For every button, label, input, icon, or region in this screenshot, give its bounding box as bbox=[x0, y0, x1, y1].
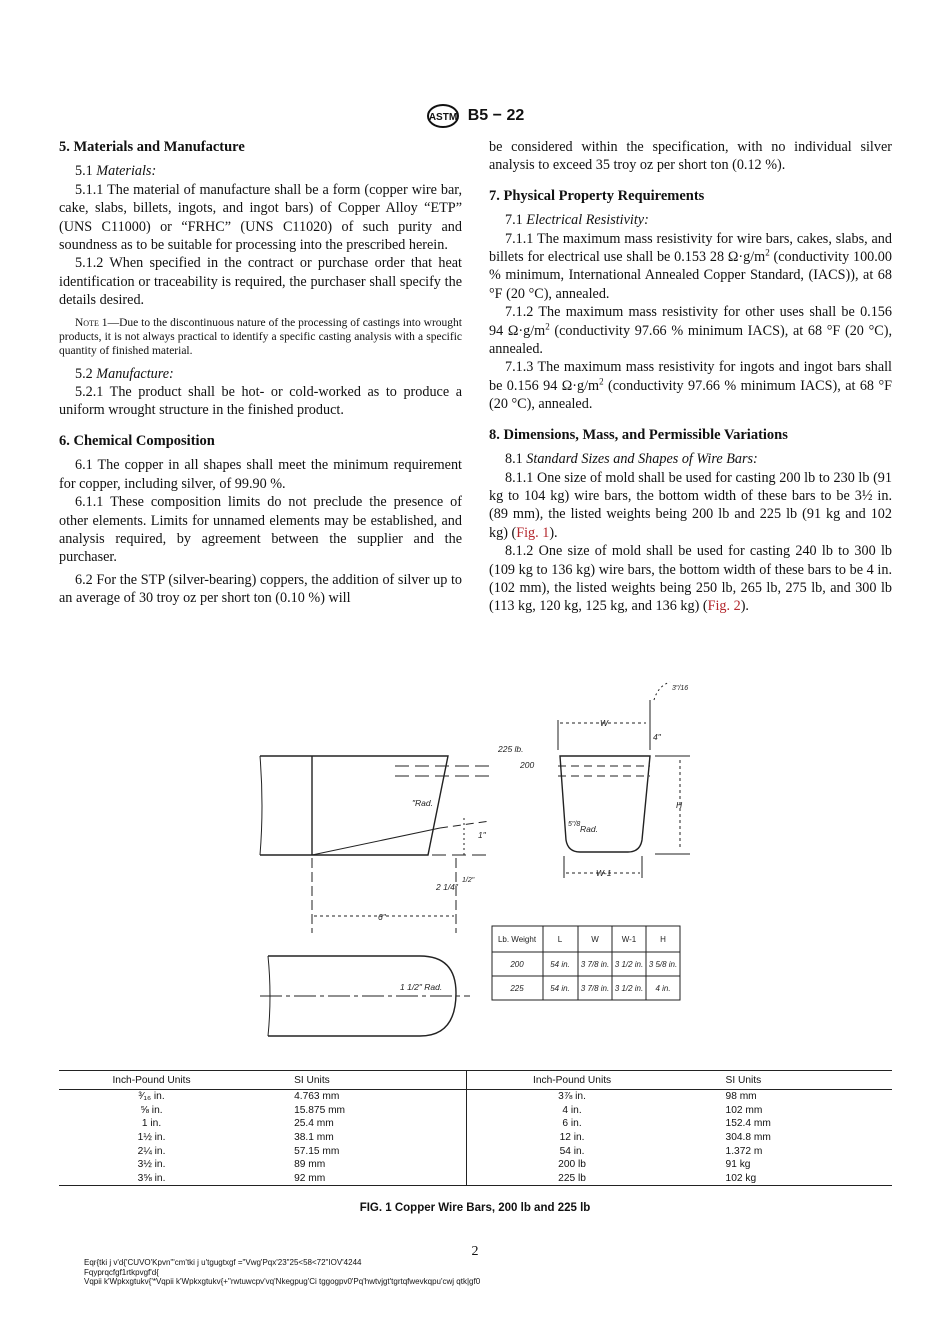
figure-caption: FIG. 1 Copper Wire Bars, 200 lb and 225 lb bbox=[359, 1202, 591, 1214]
dim-cell: 225 bbox=[510, 984, 524, 993]
label-6-in: 6" bbox=[378, 912, 386, 922]
para-5-1-1: 5.1.1 The material of manufacture shall be a form (copper wire bar, cake, slabs, billets, ingots, and ingot bars) of Copper Alloy “ETP” (UNS C11000) or “FRHC” (UNS C11020) of such purity and soundness as to be suitable for processing into the prescribed herein. bbox=[59, 181, 462, 254]
section-7-title: 7. Physical Property Requirements bbox=[489, 187, 705, 204]
para-7-1-3: 7.1.3 The maximum mass resistivity for ingots and ingot bars shall be 0.156 94 $\Omega\cdot g/m^2$ (conductivity 97.66 % minimum IACS), at 68 °F (20 °C), annealed. bbox=[489, 359, 893, 413]
dim-header-cell: H bbox=[660, 935, 666, 944]
label-w: W bbox=[600, 718, 609, 728]
units-row: 1 in. 25.4 mm 6 in. 152.4 mm bbox=[141, 1118, 771, 1130]
section-6-title: 6. Chemical Composition bbox=[59, 432, 215, 449]
units-header: Inch-Pound Units bbox=[466, 1071, 677, 1090]
units-row: 3½ in. 89 mm 200 lb 91 kg bbox=[137, 1159, 751, 1171]
para-7-1-1: 7.1.1 The maximum mass resistivity for wire bars, cakes, slabs, and billets for electrical use shall be 0.153 28 $\Omega\cdot g/m^2$ (conductivity 100.00 % minimum, International Annealed Copper Standard, (IACS)), at 68 °F (20 °C), annealed. bbox=[489, 230, 892, 302]
para-6-1-1: 6.1.1 These composition limits do not preclude the presence of other elements. Limits for unnamed elements may be established, and analysis required, by agreement between the supplier and the purchaser. bbox=[59, 494, 462, 566]
units-row: 1½ in. 38.1 mm 12 in. 304.8 mm bbox=[137, 1132, 771, 1144]
dim-cell: 3 7/8 in. bbox=[580, 960, 610, 969]
para-5-1-2: 5.1.2 When specified in the contract or purchase order that heat identification or traceability is required, the purchaser shall specify the details desired. bbox=[59, 255, 462, 309]
para-6-1: 6.1 The copper in all shapes shall meet the minimum requirement for copper, including silver, of 99.90 %. bbox=[59, 457, 462, 492]
page-header bbox=[0, 104, 950, 128]
footer-line: Eqr{tki j v'd{'CUVO'Kpvn'"cm'tki j u'tgugtxgf ="Vwg'Pqx'23"25<58<72"IOV'4244 bbox=[84, 1258, 362, 1267]
units-row: 3⅝ in. 92 mm 225 lb 102 kg bbox=[59, 1172, 892, 1186]
section-5-title: 5. Materials and Manufacture bbox=[59, 139, 245, 155]
units-table bbox=[59, 1070, 892, 1186]
units-row: ³⁄₁₆ in. 4.763 mm 3⅞ in. 98 mm bbox=[138, 1091, 757, 1103]
label-h: H bbox=[676, 800, 683, 810]
para-8-1-2: 8.1.2 One size of mold shall be used for casting 240 lb to 300 lb (109 kg to 136 kg) wire bars, the bottom width of these bars to be 4 in. (102 mm), the listed weights being 250 lb, 265 lb, 275 lb, and 300 lb (113 kg, 120 kg, 125 kg, and 136 kg) (Fig. 2). bbox=[489, 543, 892, 615]
dim-cell: 3 1/2 in. bbox=[614, 984, 644, 993]
units-row: ⅝ in. 15.875 mm 4 in. 102 mm bbox=[140, 1104, 763, 1116]
label-5-8-in: 5"/8 bbox=[568, 821, 581, 828]
label-2-1-4-in: 2 1/4" bbox=[436, 882, 458, 892]
label-rad-right: Rad. bbox=[580, 824, 598, 834]
dim-header-cell: L bbox=[557, 935, 563, 944]
para-7-1-2: 7.1.2 The maximum mass resistivity for other uses shall be 0.156 94 $\Omega\cdot g/m^2$ (conductivity 97.66 % minimum IACS), at 68 °F (20 °C), annealed. bbox=[489, 304, 892, 358]
units-header: Inch-Pound Units bbox=[59, 1071, 244, 1090]
dim-cell: 200 bbox=[510, 960, 524, 969]
label-200: 200 bbox=[520, 760, 535, 770]
dim-header-cell: W bbox=[591, 935, 599, 944]
label-4-in: 4" bbox=[653, 732, 661, 742]
astm-logo-text: ASTM bbox=[428, 112, 457, 123]
para-5-2: 5.2 Manufacture: bbox=[75, 365, 174, 382]
para-6-2: 6.2 For the STP (silver-bearing) coppers, the addition of silver up to an average of 30 troy oz per short ton (0.10 %) will bbox=[59, 571, 462, 607]
units-header: SI Units bbox=[244, 1071, 466, 1090]
footer-line: Fqyprqcfgf1rtkpvgf'd{ bbox=[84, 1267, 159, 1277]
astm-logo-icon bbox=[426, 104, 460, 128]
label-1-in: 1" bbox=[478, 830, 486, 840]
left-column bbox=[59, 138, 462, 608]
right-column bbox=[489, 138, 892, 616]
label-3-16-in: 3"/16 bbox=[672, 685, 689, 692]
copyright-footer bbox=[84, 1258, 480, 1287]
label-rad-left: "Rad. bbox=[412, 798, 433, 808]
label-rad-bottom: 1 1/2" Rad. bbox=[400, 982, 443, 992]
standard-code: B5 − 22 bbox=[467, 107, 525, 124]
dim-header-cell: Lb. Weight bbox=[497, 935, 537, 944]
dim-cell: 54 in. bbox=[550, 984, 570, 993]
para-5-1: 5.1 Materials: bbox=[75, 163, 157, 180]
footer-line: Vqpii k'Wpkxgtukv{'*Vqpii k'Wpkxgtukv{+"rwtuwcpv'vq'Nkegpug'Ci tggogpv0'Pq'hwtvjgt'tgrtqfwevkqpu'cwj qtk|gf0 bbox=[84, 1277, 481, 1286]
dim-cell: 3 5/8 in. bbox=[648, 960, 678, 969]
para-6-2-continued: be considered within the specification, with no individual silver analysis to exceed 35 troy oz per short ton (0.12 %). bbox=[489, 139, 892, 174]
page-number: 2 bbox=[471, 1244, 479, 1259]
units-header: SI Units bbox=[678, 1071, 892, 1090]
fig-1-link[interactable]: Fig. 1 bbox=[516, 524, 550, 541]
label-225-lb: 225 lb. bbox=[498, 744, 524, 754]
label-w-1: W-1 bbox=[596, 868, 612, 878]
wire-bar-drawing bbox=[250, 668, 710, 1043]
dim-cell: 3 7/8 in. bbox=[580, 984, 610, 993]
para-8-1: 8.1 Standard Sizes and Shapes of Wire Bars: bbox=[505, 451, 758, 468]
dim-header-cell: W-1 bbox=[621, 935, 637, 944]
units-row: 2¼ in. 57.15 mm 54 in. 1.372 m bbox=[137, 1145, 763, 1157]
fig-2-link[interactable]: Fig. 2 bbox=[707, 598, 741, 615]
para-8-1-1: 8.1.1 One size of mold shall be used for casting 200 lb to 230 lb (91 kg to 104 kg) wire bars, the bottom width of these bars to be 3½ in. (89 mm), the listed weights being 200 lb and 225 lb (91 kg and 102 kg) (Fig. 1). bbox=[489, 469, 892, 541]
para-7-1: 7.1 Electrical Resistivity: bbox=[505, 212, 649, 229]
dim-cell: 3 1/2 in. bbox=[614, 960, 644, 969]
dim-cell: 54 in. bbox=[550, 960, 570, 969]
bar-dimension-table bbox=[492, 926, 680, 1000]
dim-cell: 4 in. bbox=[655, 984, 671, 993]
section-8-title: 8. Dimensions, Mass, and Permissible Variations bbox=[489, 426, 788, 443]
note-1: Note 1—Due to the discontinuous nature of the processing of castings into wrought products, it is not always practical to identify a specific casting analysis with a specific quantity of finished material. bbox=[59, 316, 462, 357]
label-1-2-in: 1/2" bbox=[462, 877, 475, 884]
para-5-2-1: 5.2.1 The product shall be hot- or cold-worked as to produce a uniform wrought structure in the finished product. bbox=[59, 384, 462, 419]
